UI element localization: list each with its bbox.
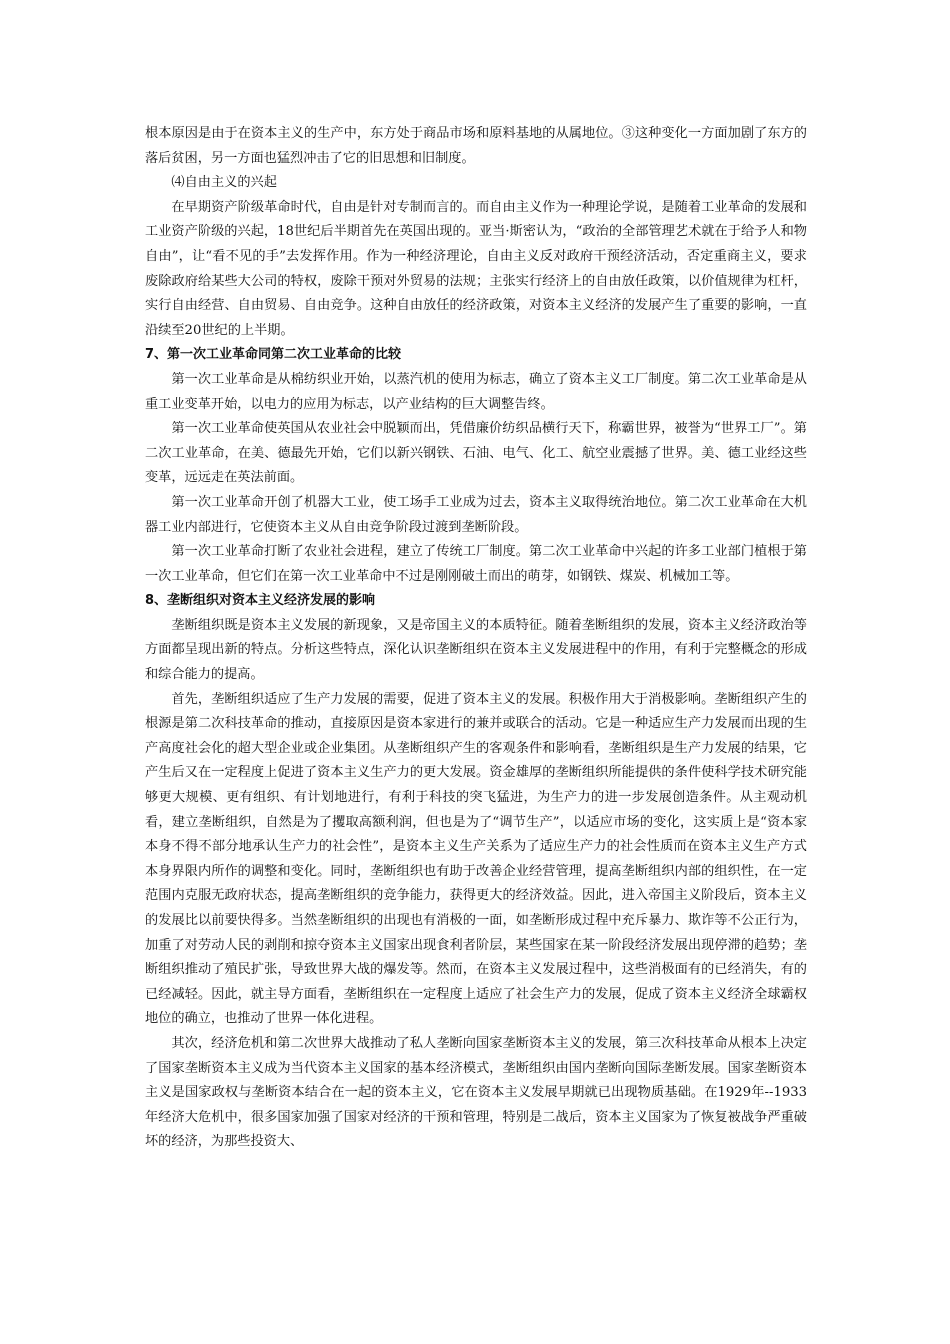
section-heading-8: 8、垄断组织对资本主义经济发展的影响 bbox=[145, 593, 376, 609]
document-page bbox=[145, 122, 807, 1155]
paragraph-revolution-society: 第一次工业革命打断了农业社会进程，建立了传统工厂制度。第二次工业革命中兴起的许多工业部门植根于第一次工业革命，但它们在第一次工业革命中不过是刚刚破土而出的萌芽，如钢铁、煤炭、机械加工等。 bbox=[145, 544, 807, 584]
paragraph-monopoly-intro: 垄断组织既是资本主义发展的新现象，又是帝国主义的本质特征。随着垄断组织的发展，资本主义经济政治等方面都呈现出新的特点。分析这些特点，深化认识垄断组织在资本主义发展进程中的作用，有利于完整概念的形成和综合能力的提高。 bbox=[145, 617, 807, 683]
section-heading-7: 7、第一次工业革命同第二次工业革命的比较 bbox=[145, 347, 402, 363]
paragraph-liberalism: 在早期资产阶级革命时代，自由是针对专制而言的。而自由主义作为一种理论学说，是随着工业革命的发展和工业资产阶级的兴起，18世纪后半期首先在英国出现的。亚当·斯密认为，“政治的全部管理艺术就在于给予人和物自由”，让“看不见的手”去发挥作用。作为一种经济理论，自由主义反对政府干预经济活动，否定重商主义，要求废除政府给某些大公司的特权，废除干预对外贸易的法规；主张实行经济上的自由放任政策，以价值规律为杠杆，实行自由经营、自由贸易、自由竞争。这种自由放任的经济政策，对资本主义经济的发展产生了重要的影响，一直沿续至20世纪的上半期。 bbox=[145, 199, 807, 338]
paragraph-revolution-industry: 第一次工业革命开创了机器大工业，使工场手工业成为过去，资本主义取得统治地位。第二次工业革命在大机器工业内部进行，它使资本主义从自由竞争阶段过渡到垄断阶段。 bbox=[145, 494, 807, 535]
paragraph-monopoly-second: 其次，经济危机和第二次世界大战推动了私人垄断向国家垄断资本主义的发展，第三次科技革命从根本上决定了国家垄断资本主义成为当代资本主义国家的基本经济模式，垄断组织由国内垄断向国际垄断发展。国家垄断资本主义是国家政权与垄断资本结合在一起的资本主义，它在资本主义发展早期就已出现物质基础。在1929年--1933年经济大危机中，很多国家加强了国家对经济的干预和管理，特别是二战后，资本主义国家为了恢复被战争严重破坏的经济，为那些投资大、 bbox=[145, 1035, 807, 1150]
paragraph-revolution-start: 第一次工业革命是从棉纺织业开始，以蒸汽机的使用为标志，确立了资本主义工厂制度。第二次工业革命是从重工业变革开始，以电力的应用为标志，以产业结构的巨大调整告终。 bbox=[145, 371, 807, 412]
subsection-title: ⑷自由主义的兴起 bbox=[171, 175, 277, 191]
paragraph-monopoly-first: 首先，垄断组织适应了生产力发展的需要，促进了资本主义的发展。积极作用大于消极影响。垄断组织产生的根源是第二次科技革命的推动，直接原因是资本家进行的兼并或联合的活动。它是一种适应生产力发展而出现的生产高度社会化的超大型企业或企业集团。从垄断组织产生的客观条件和影响看，垄断组织是生产力发展的结果，它产生后又在一定程度上促进了资本主义生产力的更大发展。资金雄厚的垄断组织所能提供的条件使科学技术研究能够更大规模、更有组织、有计划地进行，有利于科技的突飞猛进，为生产力的进一步发展创造条件。从主观动机看，建立垄断组织，自然是为了攫取高额利润，但也是为了“调节生产”，以适应市场的变化，这实质上是“资本家本身不得不部分地承认生产力的社会性”，是资本主义生产关系为了适应生产力的社会性质而在资本主义生产方式本身界限内所作的调整和变化。同时，垄断组织也有助于改善企业经营管理，提高垄断组织内部的组织性，在一定范围内克服无政府状态，提高垄断组织的竞争能力，获得更大的经济效益。因此，进入帝国主义阶段后，资本主义的发展比以前要快得多。当然垄断组织的出现也有消极的一面，如垄断形成过程中充斥暴力、欺诈等不公正行为，加重了对劳动人民的剥削和掠夺资本主义国家出现食利者阶层，某些国家在某一阶段经济发展出现停滞的趋势；垄断组织推动了殖民扩张，导致世界大战的爆发等。然而，在资本主义发展过程中，这些消极面有的已经消失，有的已经减轻。因此，就主导方面看，垄断组织在一定程度上适应了社会生产力的发展，促成了资本主义经济全球霸权地位的确立，也推动了世界一体化进程。 bbox=[145, 691, 807, 1027]
paragraph-continued: 根本原因是由于在资本主义的生产中，东方处于商品市场和原料基地的从属地位。③这种变化一方面加剧了东方的落后贫困，另一方面也猛烈冲击了它的旧思想和旧制度。 bbox=[145, 126, 807, 166]
paragraph-revolution-impact: 第一次工业革命使英国从农业社会中脱颖而出，凭借廉价纺织品横行天下，称霸世界，被誉为“世界工厂”。第二次工业革命，在美、德最先开始，它们以新兴钢铁、石油、电气、化工、航空业震撼了世界。美、德工业经这些变革，远远走在英法前面。 bbox=[145, 421, 807, 486]
